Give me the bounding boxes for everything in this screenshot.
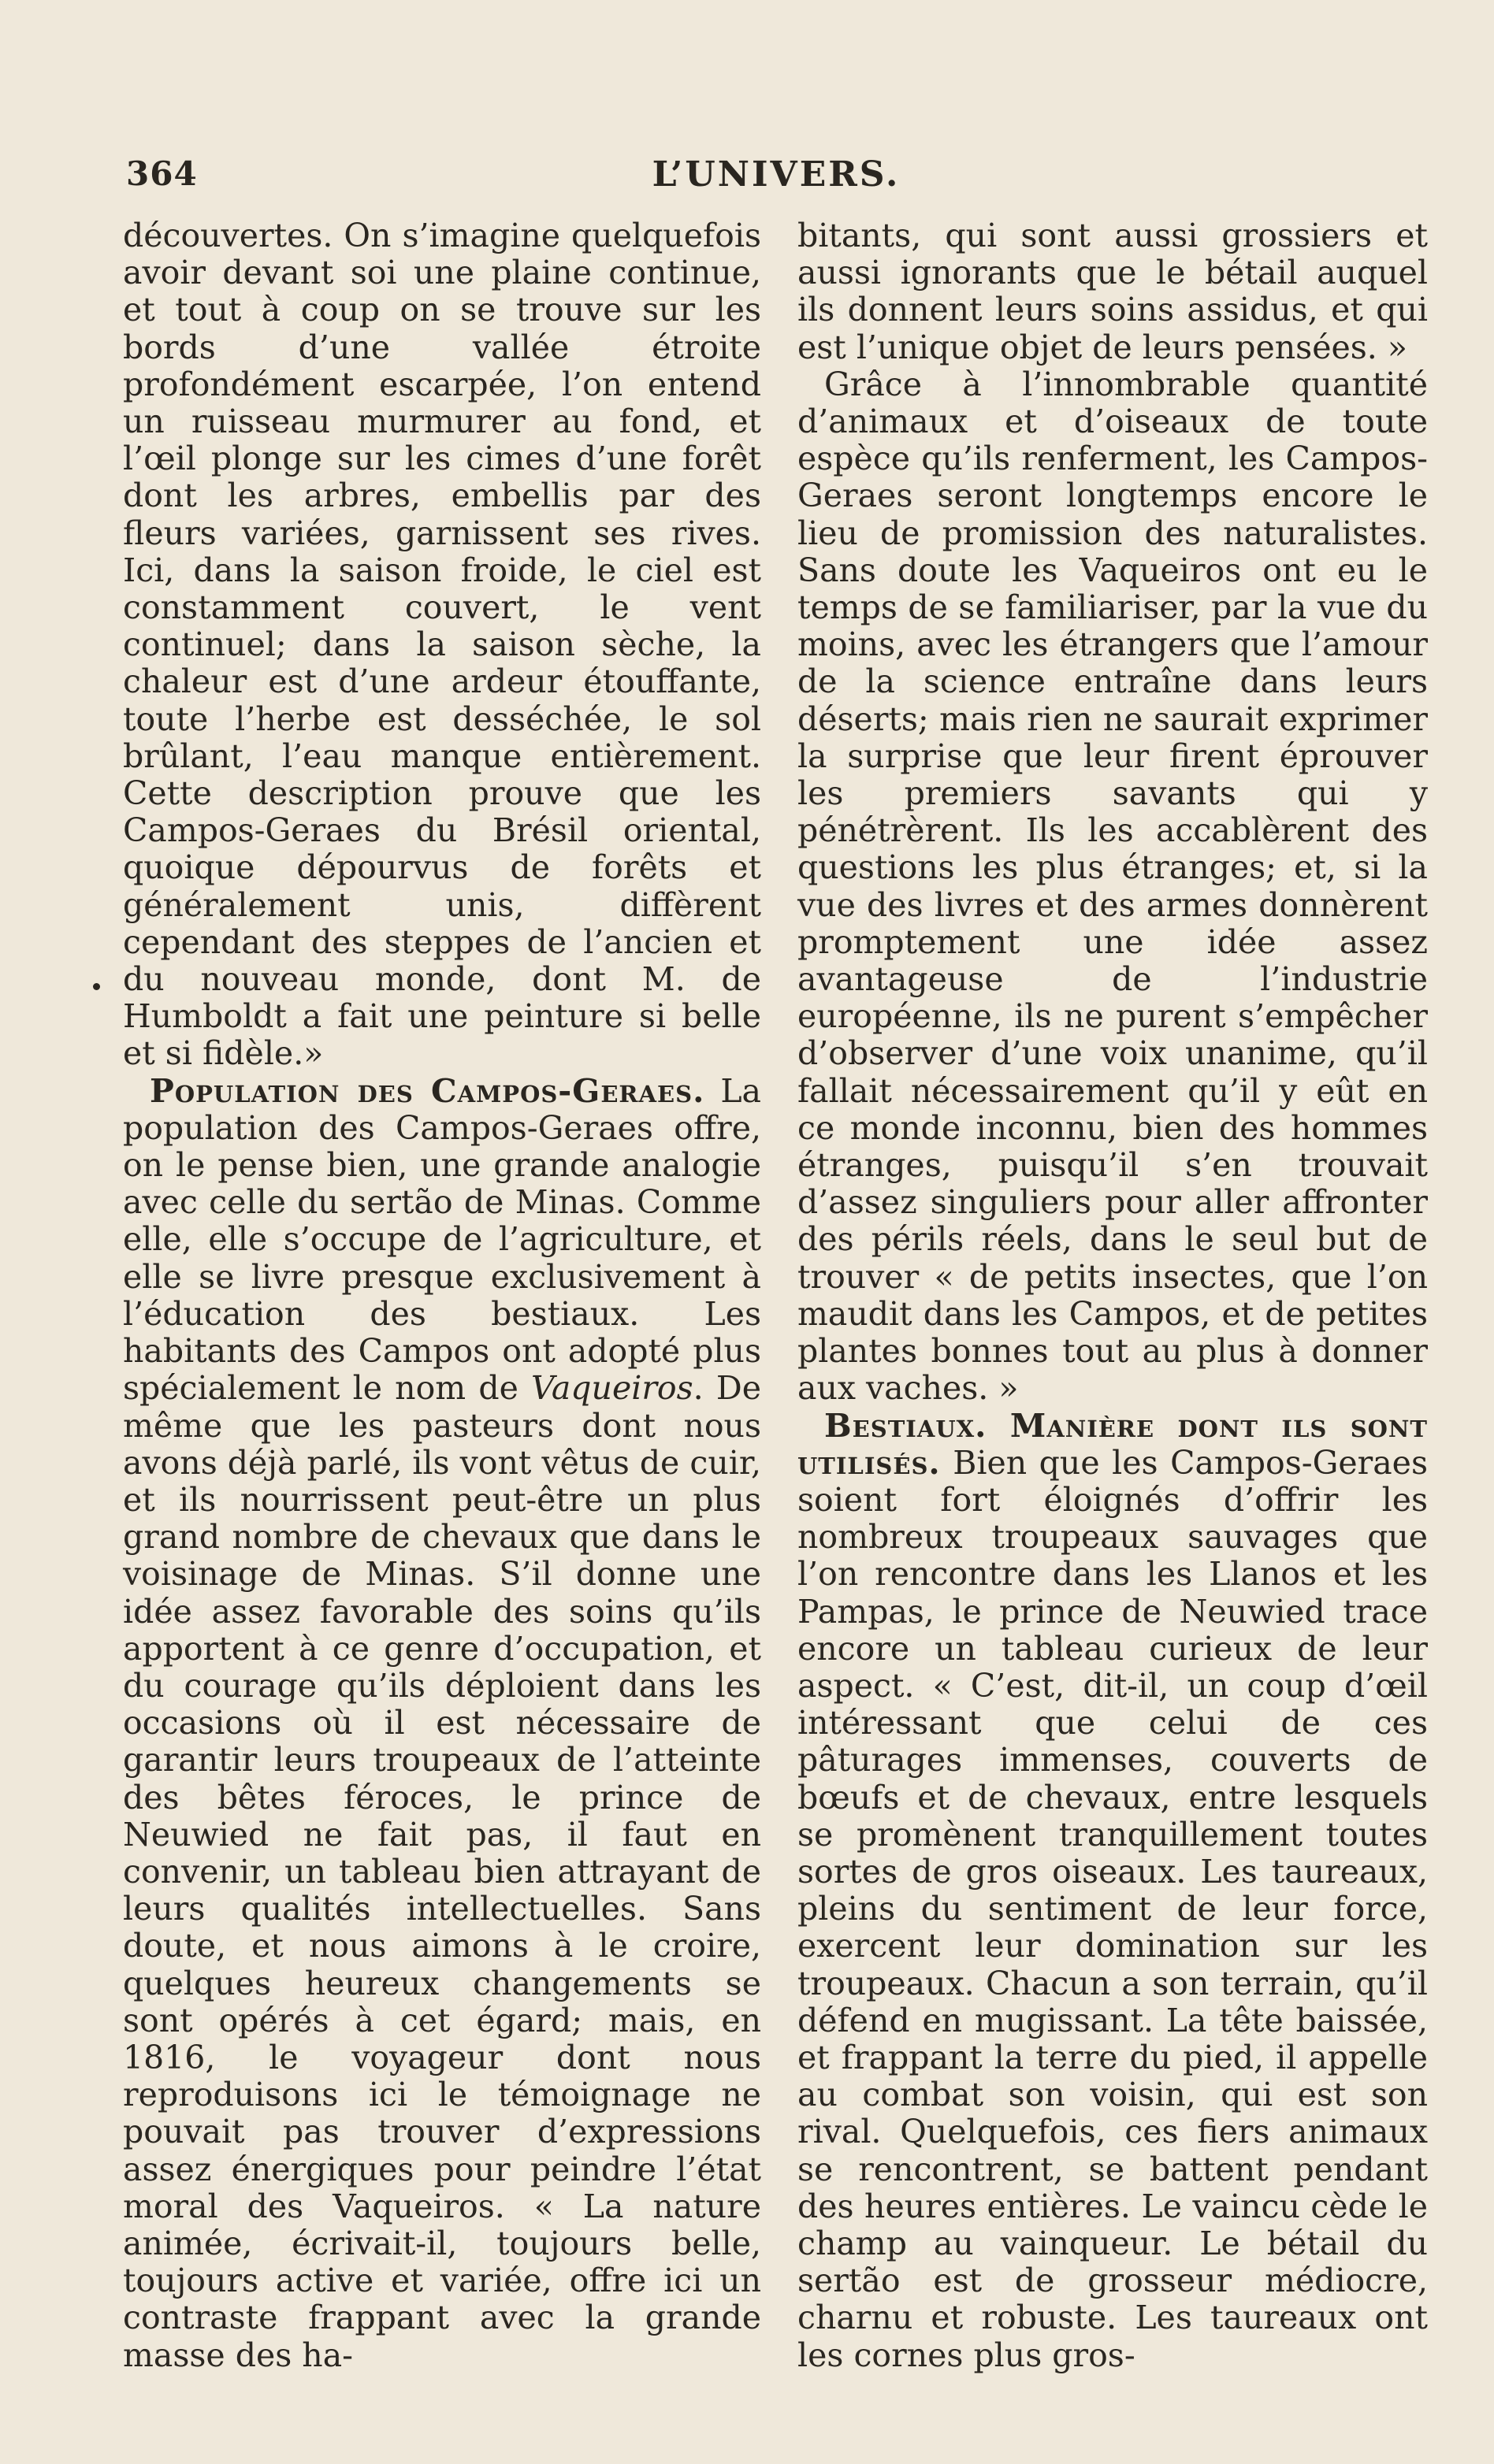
margin-bullet-mark — [93, 983, 100, 990]
paragraph: découvertes. On s’imagine quelquefois avoir devant soi une plaine continue, et tout à coup on se trouve sur les bords d’une vallée étroite profondément escarpée, l’on entend un ruisseau murmurer au fond, et l’œil plonge sur les cimes d’une forêt dont les arbres, embellis par des fleurs variées, garnissent ses rives. Ici, dans la saison froide, le ciel est constamment couvert, le vent continuel; dans la saison sèche, la chaleur est d’une ardeur étouffante, toute l’herbe est desséchée, le sol brûlant, l’eau manque entièrement. Cette description prouve que les Campos-Geraes du Brésil oriental, quoique dépourvus de forêts et généralement unis, diffèrent cependant des steppes de l’ancien et du nouveau monde, dont M. de Humboldt a fait une peinture si belle et si fidèle.» — [123, 217, 761, 1073]
running-title: L’UNIVERS. — [652, 154, 901, 195]
paragraph-text: Bien que les Campos-Geraes soient fort éloignés d’offrir les nombreux troupeaux sauvages que l’on rencontre dans les Llanos et les Pampas, le prince de Neuwied trace encore un tableau curieux de leur aspect. « C’est, dit-il, un coup d’œil intéressant que celui de ces pâturages immenses, couverts de bœufs et de chevaux, entre lesquels se promènent tranquillement toutes sortes de gros oiseaux. Les taureaux, pleins du sentiment de leur force, exercent leur domination sur les troupeaux. Chacun a son terrain, qu’il défend en mugissant. La tête baissée, et frappant la terre du pied, il appelle au combat son voisin, qui est son rival. Quelquefois, ces fiers animaux se rencontrent, se battent pendant des heures entières. Le vaincu cède le champ au vainqueur. Le bétail du sertão est de grosseur médiocre, charnu et robuste. Les taureaux ont les cornes plus gros- — [797, 1443, 1428, 2374]
running-head — [126, 154, 1426, 202]
right-column — [797, 217, 1428, 2374]
paragraph — [123, 1073, 761, 2374]
paragraph-text: . De même que les pasteurs dont nous avons déjà parlé, ils vont vêtus de cuir, et ils nourrissent peut-être un plus grand nombre de chevaux que dans le voisinage de Minas. S’il donne une idée assez favorable des soins qu’ils apportent à ce genre d’occupation, et du courage qu’ils déploient dans les occasions où il est nécessaire de garantir leurs troupeaux de l’atteinte des bêtes féroces, le prince de Neuwied ne fait pas, il faut en convenir, un tableau bien attrayant de leurs qualités intellectuelles. Sans doute, et nous aimons à le croire, quelques heureux changements se sont opérés à cet égard; mais, en 1816, le voyageur dont nous reproduisons ici le témoignage ne pouvait pas trouver d’expressions assez énergiques pour peindre l’état moral des Vaqueiros. « La nature animée, écrivait-il, toujours belle, toujours active et variée, offre ici un contraste frappant avec la grande masse des ha- — [123, 1369, 761, 2374]
paragraph-text: La population des Campos-Geraes offre, on le pense bien, une grande analogie avec celle du sertão de Minas. Comme elle, elle s’occupe de l’agriculture, et elle se livre presque exclusivement à l’éducation des bestiaux. Les habitants des Campos ont adopté plus spécialement le nom de — [123, 1071, 761, 1408]
italic-term: Vaqueiros — [531, 1369, 693, 1408]
paragraph: bitants, qui sont aussi grossiers et aussi ignorants que le bétail auquel ils donnent leurs soins assidus, et qui est l’unique objet de leurs pensées. » — [797, 217, 1428, 366]
section-heading: Bestiaux. Manière dont ils sont utilisés. — [797, 1406, 1428, 1482]
left-column — [123, 217, 761, 2374]
paragraph — [797, 1408, 1428, 2374]
section-heading: Population des Campos-Geraes. — [150, 1071, 705, 1110]
page-number: 364 — [126, 154, 198, 193]
paragraph: Grâce à l’innombrable quantité d’animaux et d’oiseaux de toute espèce qu’ils renferment, les Campos-Geraes seront longtemps encore le lieu de promission des naturalistes. Sans doute les Vaqueiros ont eu le temps de se familiariser, par la vue du moins, avec les étrangers que l’amour de la science entraîne dans leurs déserts; mais rien ne saurait exprimer la surprise que leur firent éprouver les premiers savants qui y pénétrèrent. Ils les accablèrent des questions les plus étranges; et, si la vue des livres et des armes donnèrent promptement une idée assez avantageuse de l’industrie européenne, ils ne purent s’empêcher d’observer d’une voix unanime, qu’il fallait nécessairement qu’il y eût en ce monde inconnu, bien des hommes étranges, puisqu’il s’en trouvait d’assez singuliers pour aller affronter des périls réels, dans le seul but de trouver « de petits insectes, que l’on maudit dans les Campos, et de petites plantes bonnes tout au plus à donner aux vaches. » — [797, 365, 1428, 1408]
